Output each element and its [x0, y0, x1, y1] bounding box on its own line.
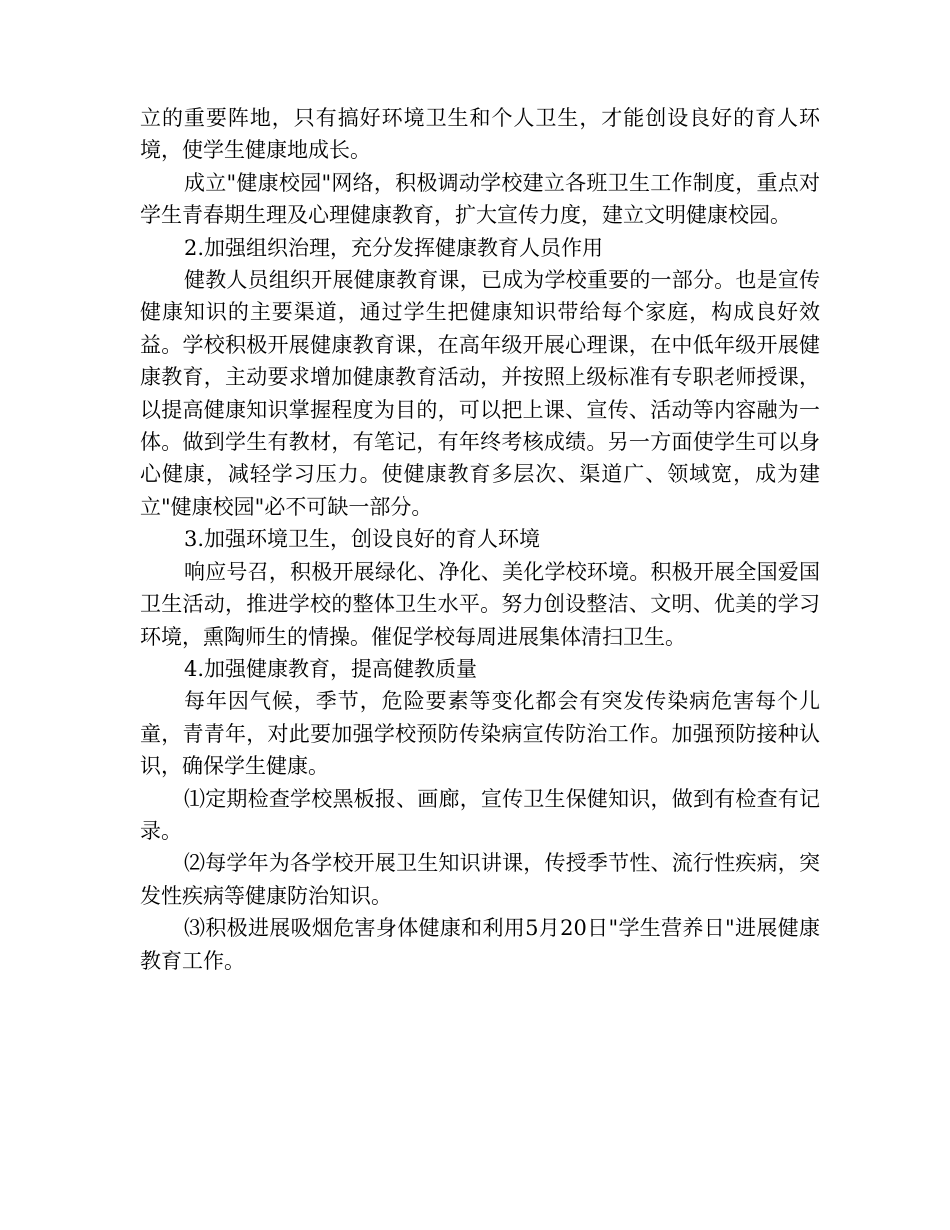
document-body — [140, 102, 820, 977]
list-item-1: ⑴定期检查学校黑板报、画廊，宣传卫生保健知识，做到有检查有记录。 — [140, 786, 820, 843]
paragraph-disease-prevention: 每年因气候，季节，危险要素等变化都会有突发传染病危害每个儿童，青青年，对此要加强学校预防传染病宣传防治工作。加强预防接种认识，确保学生健康。 — [140, 689, 820, 779]
list-item-2: ⑵每学年为各学校开展卫生知识讲课，传授季节性、流行性疾病，突发性疾病等健康防治知识。 — [140, 851, 820, 908]
paragraph-health-education-staff: 健教人员组织开展健康教育课，已成为学校重要的一部分。也是宣传健康知识的主要渠道，通过学生把健康知识带给每个家庭，构成良好效益。学校积极开展健康教育课，在高年级开展心理课，在中低年级开展健康教育，主动要求增加健康教育活动，并按照上级标准有专职老师授课，以提高健康知识掌握程度为目的，可以把上课、宣传、活动等内容融为一体。做到学生有教材，有笔记，有年终考核成绩。另一方面使学生可以身心健康，减轻学习压力。使健康教育多层次、渠道广、领域宽，成为建立"健康校园"必不可缺一部分。 — [140, 268, 820, 519]
paragraph-continuation: 立的重要阵地，只有搞好环境卫生和个人卫生，才能创设良好的育人环境，使学生健康地成长。 — [140, 106, 820, 163]
list-item-3: ⑶积极进展吸烟危害身体健康和利用5月20日"学生营养日"进展健康教育工作。 — [140, 916, 820, 973]
section-heading-2: 2.加强组织治理，充分发挥健康教育人员作用 — [184, 235, 604, 260]
section-heading-3: 3.加强环境卫生，创设良好的育人环境 — [184, 527, 541, 552]
section-heading-4: 4.加强健康教育，提高健教质量 — [184, 656, 478, 681]
paragraph-environment: 响应号召，积极开展绿化、净化、美化学校环境。积极开展全国爱国卫生活动，推进学校的整体卫生水平。努力创设整洁、文明、优美的学习环境，熏陶师生的情操。催促学校每周进展集体清扫卫生。 — [140, 559, 820, 649]
paragraph-healthy-campus-network: 成立"健康校园"网络，积极调动学校建立各班卫生工作制度，重点对学生青春期生理及心理健康教育，扩大宣传力度，建立文明健康校园。 — [140, 170, 820, 228]
